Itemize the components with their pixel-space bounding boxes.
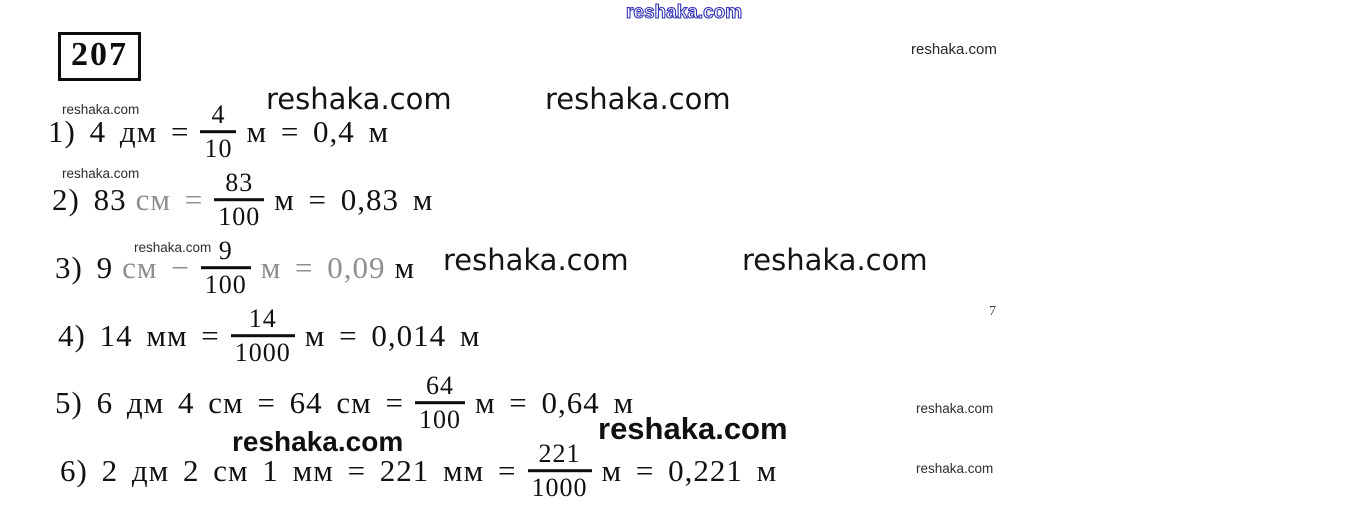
line-rhs: м = 0,221 м [601, 453, 778, 488]
watermark-small: reshaka.com [62, 166, 140, 181]
line-lhs: 3) 9 [55, 250, 114, 285]
watermark-large: reshaka.com [545, 82, 731, 116]
problem-number: 207 [71, 36, 128, 73]
fraction-numerator: 4 [200, 101, 236, 133]
watermark-blue-outline: reshaka.com [626, 2, 743, 23]
line-lhs-faded: см − [122, 250, 190, 285]
fraction-denominator: 100 [204, 270, 247, 300]
line-lhs: 6) 2 дм 2 см 1 мм = 221 мм = [60, 453, 517, 488]
watermark-small: reshaka.com [916, 401, 994, 416]
fraction [528, 440, 592, 502]
watermark-small: reshaka.com [916, 461, 994, 476]
fraction-denominator: 100 [418, 405, 461, 435]
line-rhs: м [394, 250, 416, 285]
watermark-small: reshaka.com [62, 102, 140, 117]
line-lhs: 4) 14 мм = [58, 318, 220, 353]
solution-line-6 [60, 440, 786, 502]
fraction [200, 101, 236, 163]
watermark-large: reshaka.com [742, 243, 928, 277]
line-lhs: 2) 83 [52, 182, 127, 217]
line-rhs: м = 0,4 м [246, 114, 390, 149]
fraction-denominator: 10 [204, 134, 233, 164]
fraction-denominator: 1000 [234, 338, 291, 368]
stray-scan-mark: 7 [989, 304, 996, 319]
line-rhs-faded: м = 0,09 [260, 250, 386, 285]
watermark-large: reshaka.com [266, 82, 452, 116]
line-lhs: 1) 4 дм = [48, 114, 190, 149]
fraction-numerator: 83 [214, 169, 264, 201]
line-rhs: м = 0,64 м [474, 385, 635, 420]
solution-line-4 [58, 305, 490, 367]
watermark-bold: reshaka.com [598, 411, 788, 446]
solution-line-2 [52, 169, 442, 231]
fraction-numerator: 14 [231, 305, 295, 337]
fraction [214, 169, 264, 231]
solution-line-3 [55, 237, 424, 299]
line-lhs: 5) 6 дм 4 см = 64 см = [55, 385, 404, 420]
watermark-top-right: reshaka.com [911, 41, 997, 58]
fraction-numerator: 9 [201, 237, 251, 269]
fraction [231, 305, 295, 367]
problem-number-box [58, 32, 141, 81]
line-lhs-faded: см = [135, 182, 204, 217]
fraction [415, 372, 465, 434]
line-rhs: м = 0,83 м [274, 182, 434, 217]
solution-line-1 [48, 101, 398, 163]
fraction-numerator: 64 [415, 372, 465, 404]
fraction-numerator: 221 [528, 440, 592, 472]
line-rhs: м = 0,014 м [304, 318, 481, 353]
watermark-small: reshaka.com [134, 240, 212, 255]
fraction [201, 237, 251, 299]
fraction-denominator: 1000 [531, 473, 588, 503]
solution-line-5 [55, 372, 643, 434]
watermark-large: reshaka.com [443, 243, 629, 277]
watermark-bold: reshaka.com [232, 426, 404, 457]
fraction-denominator: 100 [218, 202, 261, 232]
